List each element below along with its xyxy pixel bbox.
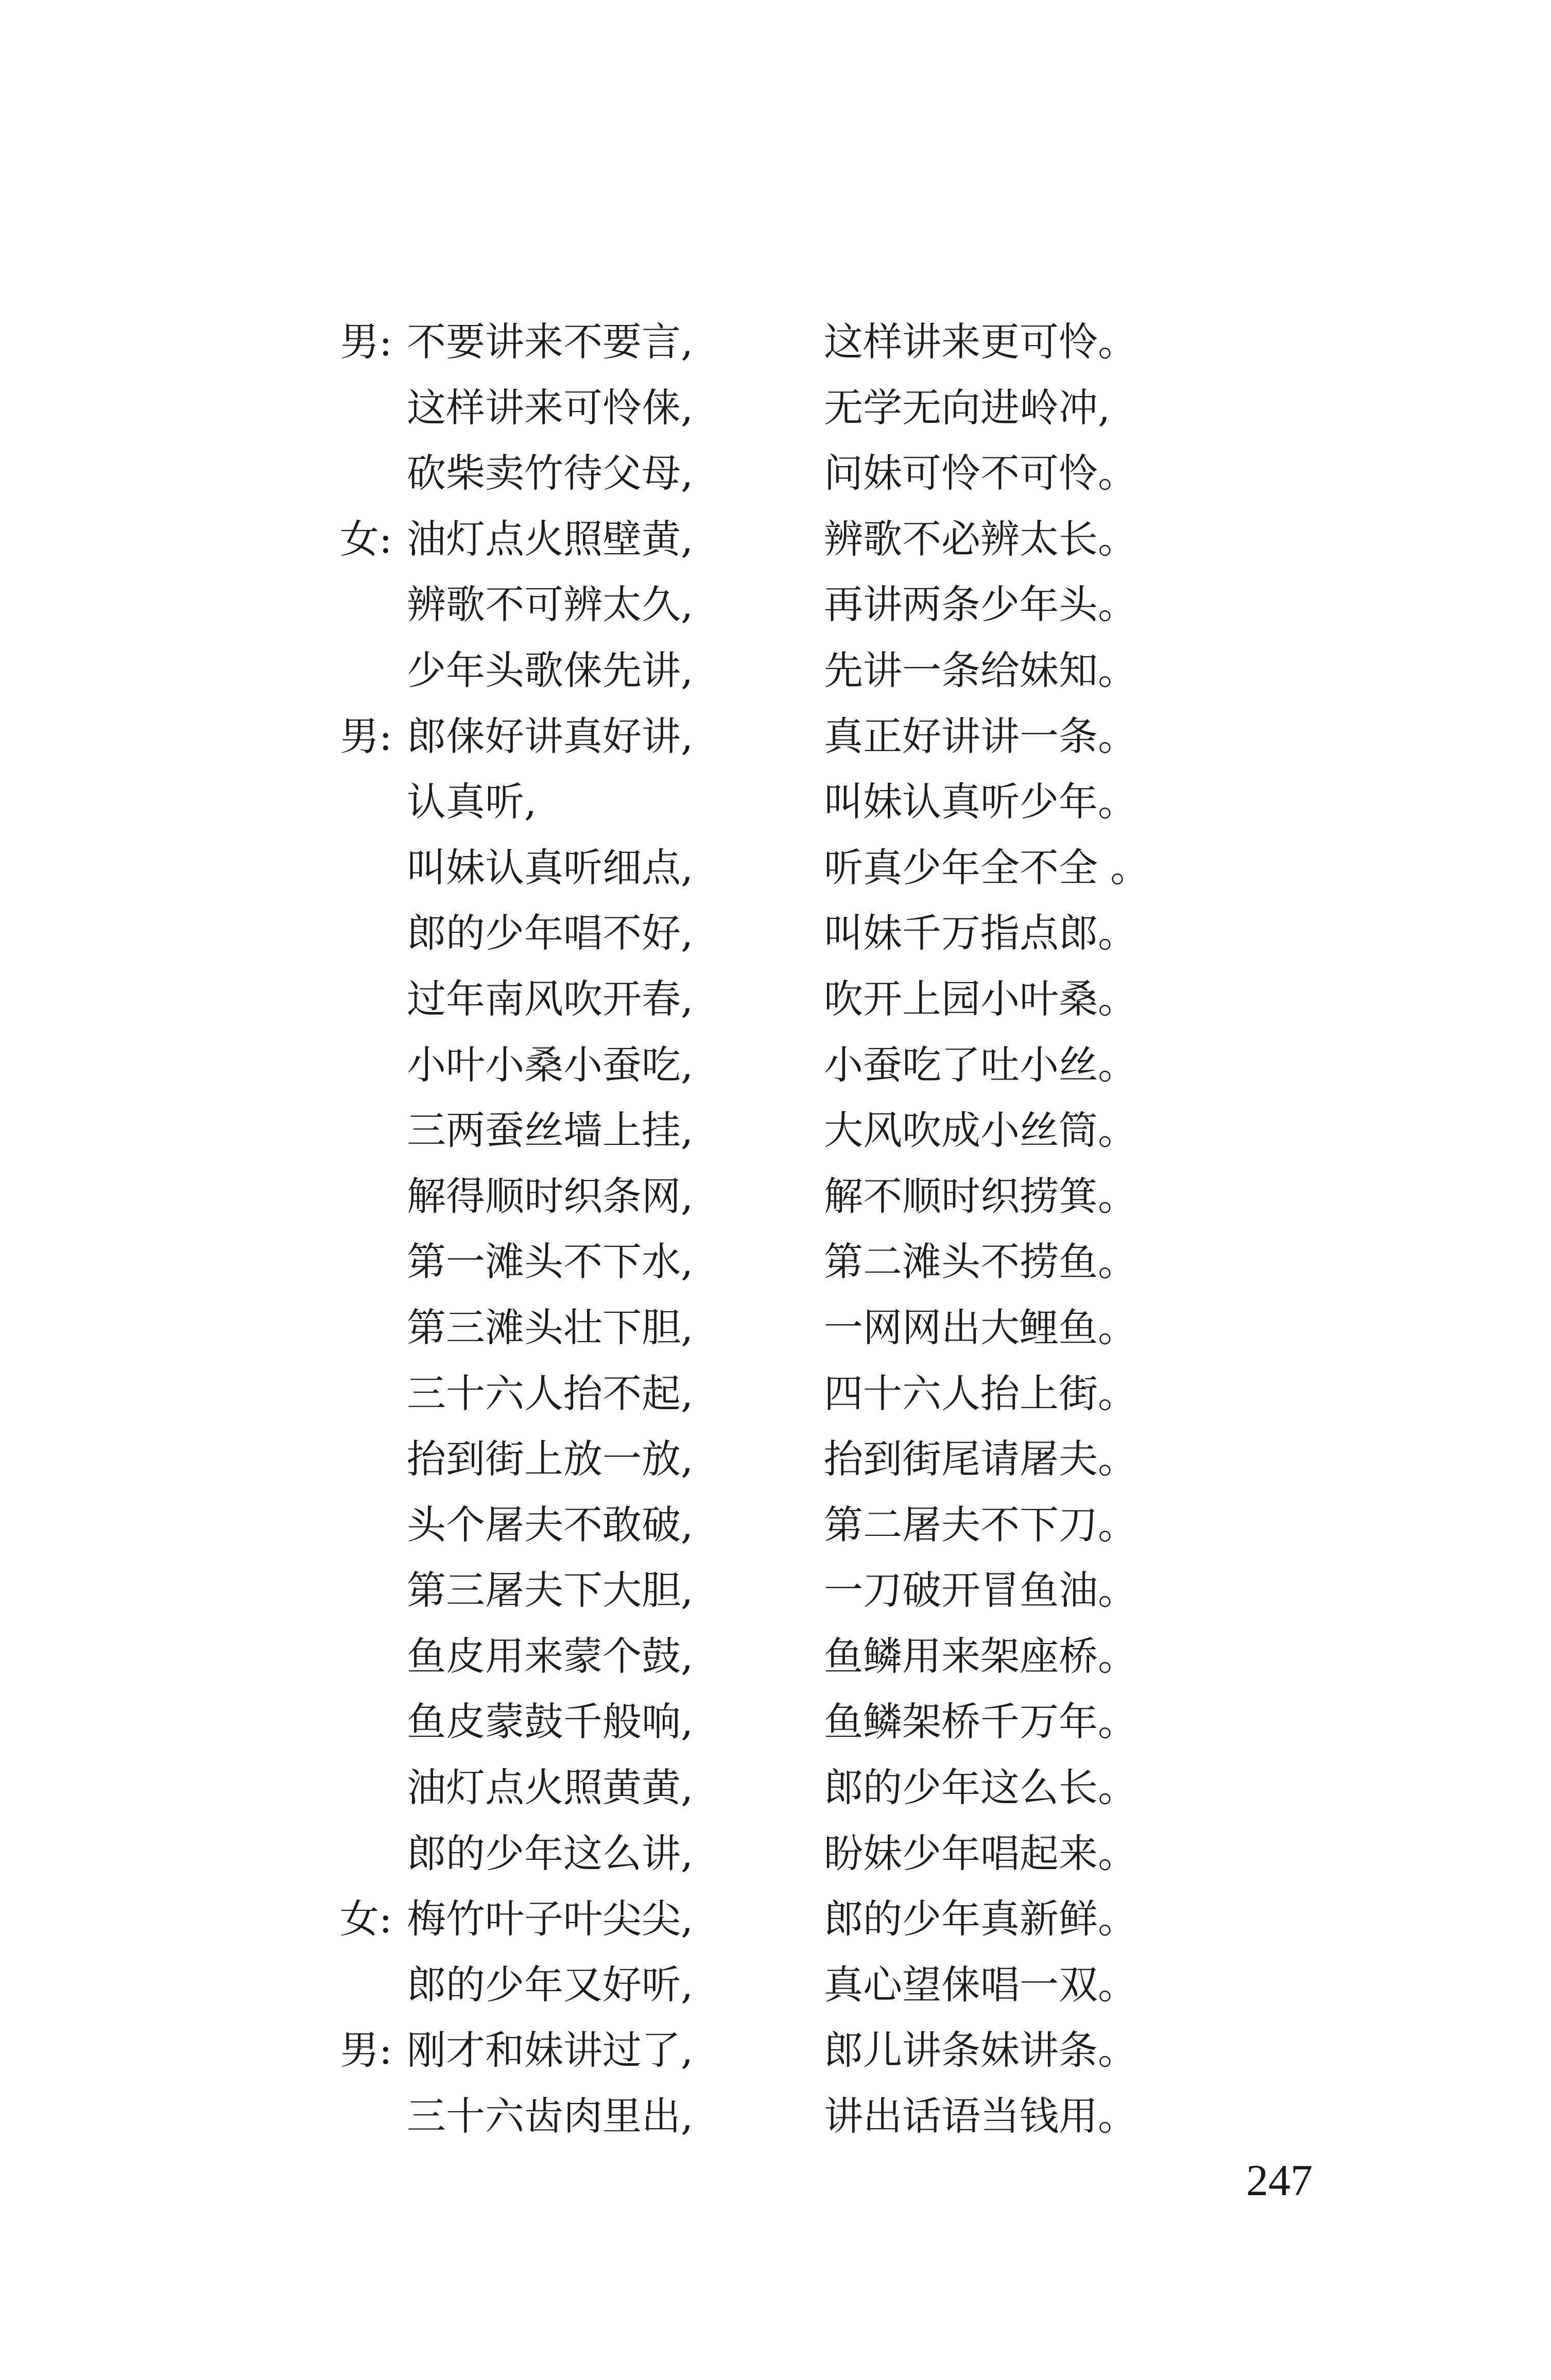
verse-second-half: 四十六人抬上街。 — [824, 1370, 1137, 1416]
verse-line — [340, 506, 1215, 572]
verse-first-half: 这样讲来可怜俫, — [407, 384, 694, 431]
verse-line — [340, 1755, 1215, 1821]
verse-line — [340, 1229, 1215, 1295]
speaker-label: 女: — [340, 516, 392, 562]
verse-first-half: 第三滩头壮下胆, — [407, 1304, 694, 1350]
verse-second-half: 吹开上园小叶桑。 — [824, 975, 1137, 1022]
verse-first-half: 郎的少年这么讲, — [407, 1830, 694, 1876]
verse-second-half: 无学无向进岭冲, — [824, 384, 1111, 431]
page-number: 247 — [1246, 2155, 1313, 2205]
verse-second-half: 解不顺时织捞箕。 — [824, 1173, 1137, 1219]
verse-second-half: 郎的少年这么长。 — [824, 1765, 1137, 1811]
verse-first-half: 三十六人抬不起, — [407, 1370, 694, 1416]
verse-line — [340, 638, 1215, 704]
speaker-label: 男: — [340, 2027, 392, 2074]
verse-second-half: 鱼鳞用来架座桥。 — [824, 1633, 1137, 1679]
verse-first-half: 三两蚕丝墙上挂, — [407, 1107, 694, 1154]
verse-first-half: 过年南风吹开春, — [407, 975, 694, 1022]
verse-first-half: 油灯点火照黄黄, — [407, 1765, 694, 1811]
verse-second-half: 叫妹千万指点郎。 — [824, 910, 1137, 956]
verse-line — [340, 2083, 1215, 2149]
verse-line — [340, 309, 1215, 375]
speaker-label: 女: — [340, 1896, 392, 1942]
verse-second-half: 叫妹认真听少年。 — [824, 779, 1137, 825]
verse-first-half: 叫妹认真听细点, — [407, 844, 694, 891]
verse-line — [340, 1492, 1215, 1558]
verse-first-half: 三十六齿肉里出, — [407, 2093, 694, 2139]
verse-line — [340, 1361, 1215, 1427]
verse-second-half: 郎的少年真新鲜。 — [824, 1896, 1137, 1942]
verse-second-half: 第二滩头不捞鱼。 — [824, 1239, 1137, 1285]
verse-second-half: 讲出话语当钱用。 — [824, 2093, 1137, 2139]
verse-first-half: 郎俫好讲真好讲, — [407, 713, 694, 759]
verse-second-half: 真正好讲讲一条。 — [824, 713, 1137, 759]
verse-second-half: 盼妹少年唱起来。 — [824, 1830, 1137, 1876]
verse-line — [340, 1163, 1215, 1229]
verse-line — [340, 1952, 1215, 2018]
verse-line — [340, 440, 1215, 506]
verse-line — [340, 1426, 1215, 1492]
verse-first-half: 少年头歌俫先讲, — [407, 647, 694, 693]
verse-line — [340, 2017, 1215, 2083]
verse-line — [340, 1098, 1215, 1163]
verse-first-half: 小叶小桑小蚕吃, — [407, 1041, 694, 1088]
verse-line — [340, 769, 1215, 835]
verse-second-half: 抬到街尾请屠夫。 — [824, 1436, 1137, 1482]
speaker-label: 男: — [340, 713, 392, 759]
verse-first-half: 辨歌不可辨太久, — [407, 581, 694, 628]
song-verse — [340, 309, 1215, 2149]
verse-line — [340, 375, 1215, 441]
verse-first-half: 油灯点火照壁黄, — [407, 516, 694, 562]
verse-second-half: 一刀破开冒鱼油。 — [824, 1567, 1137, 1614]
verse-second-half: 郎儿讲条妹讲条。 — [824, 2027, 1137, 2074]
verse-line — [340, 1689, 1215, 1755]
verse-line — [340, 1623, 1215, 1689]
verse-first-half: 梅竹叶子叶尖尖, — [407, 1896, 694, 1942]
verse-line — [340, 1557, 1215, 1623]
verse-line — [340, 835, 1215, 901]
verse-second-half: 第二屠夫不下刀。 — [824, 1501, 1137, 1548]
verse-first-half: 鱼皮蒙鼓千般响, — [407, 1699, 694, 1745]
verse-second-half: 一网网出大鲤鱼。 — [824, 1304, 1137, 1350]
verse-line — [340, 966, 1215, 1032]
verse-first-half: 不要讲来不要言, — [407, 319, 694, 365]
verse-line — [340, 1821, 1215, 1887]
verse-second-half: 问妹可怜不可怜。 — [824, 450, 1137, 496]
verse-line — [340, 1032, 1215, 1098]
verse-first-half: 解得顺时织条网, — [407, 1173, 694, 1219]
verse-first-half: 鱼皮用来蒙个鼓, — [407, 1633, 694, 1679]
verse-first-half: 郎的少年唱不好, — [407, 910, 694, 956]
verse-line — [340, 1295, 1215, 1361]
verse-second-half: 真心望俫唱一双。 — [824, 1961, 1137, 2008]
verse-first-half: 抬到街上放一放, — [407, 1436, 694, 1482]
verse-first-half: 砍柴卖竹待父母, — [407, 450, 694, 496]
verse-second-half: 辨歌不必辨太长。 — [824, 516, 1137, 562]
verse-first-half: 第三屠夫下大胆, — [407, 1567, 694, 1614]
verse-second-half: 鱼鳞架桥千万年。 — [824, 1699, 1137, 1745]
verse-second-half: 先讲一条给妹知。 — [824, 647, 1137, 693]
speaker-label: 男: — [340, 319, 392, 365]
verse-first-half: 郎的少年又好听, — [407, 1961, 694, 2008]
verse-line — [340, 1886, 1215, 1952]
verse-second-half: 再讲两条少年头。 — [824, 581, 1137, 628]
verse-second-half: 听真少年全不全 。 — [824, 844, 1150, 891]
verse-second-half: 大风吹成小丝筒。 — [824, 1107, 1137, 1154]
verse-first-half: 认真听, — [407, 779, 537, 825]
verse-line — [340, 704, 1215, 769]
verse-first-half: 刚才和妹讲过了, — [407, 2027, 694, 2074]
verse-second-half: 这样讲来更可怜。 — [824, 319, 1137, 365]
verse-first-half: 第一滩头不下水, — [407, 1239, 694, 1285]
verse-first-half: 头个屠夫不敢破, — [407, 1501, 694, 1548]
verse-line — [340, 572, 1215, 638]
verse-second-half: 小蚕吃了吐小丝。 — [824, 1041, 1137, 1088]
verse-line — [340, 900, 1215, 966]
